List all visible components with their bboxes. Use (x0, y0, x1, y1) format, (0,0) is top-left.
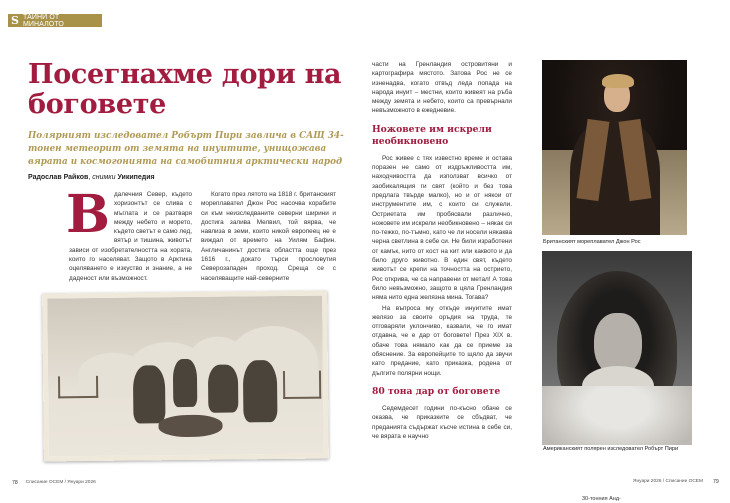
footer-right (633, 479, 719, 485)
peary-portrait (542, 251, 692, 445)
body-paragraph: Когато през лятото на 1818 г. британският мореплавател Джон Рос насочва корабите си към неизследваните северни ширини и достига залива Мелвил, той вярва, че навлиза в земи, които никой европеец не е виждал от времето на Уилям Бафин. Англичанинът достига областта още през 1616 г., докато търси прословутия Северозападен проход. Среща се с населяващите най-северните (201, 191, 336, 282)
section-tag (8, 14, 102, 27)
figure-shape (243, 360, 278, 422)
body-paragraph: На въпроса му откъде инуитите имат желязо за своите оръдия на труда, те отговаряли уклончиво, казвали, че го имат отдавна, че е дар от боговете! През XIX в. обаче това нямало как да се приеме за обяснение. За европейците то щяло да звучи като предание, като приказка, родена от дългите полярни нощи. (372, 304, 512, 377)
footer-left (12, 480, 96, 486)
section-label: ТАЙНИ ОТ МИНАЛОТО (22, 13, 64, 28)
page-number-left: 78 (12, 480, 18, 486)
body-paragraph: далечния Север, където хоризонтът се слива с мъглата и се разтваря между небето и морето, където светът е само лед, вятър и тишина, животът зависи от изобретателността на хората, които го населяват. Защото в Арктика оцеляването е изкуство и знание, а не даденост или възможност. (69, 191, 192, 282)
figure-shape (208, 364, 239, 412)
peary-caption: Американският полярен изследовател Робърт Пири (543, 446, 679, 452)
figure-shape (173, 359, 198, 407)
photos-label: снимки (92, 174, 116, 181)
section-logo-icon: S (11, 14, 19, 27)
inuit-photo (42, 291, 329, 462)
body-paragraph: Рос живее с тях известно време и остава поразен не само от издръжливостта им, находчивостта да използват всичко от заобикалящия ги свят (който и без това предлага твърде малко), но и от някои от инструментите им, с които си служели. Остриетата им пробясвали различно, ножовете им искрели необикновено – някак си по-тежко, по-тъмно, като че ли носели някаква черна светлина в себе си. Не били изработени от камък, нито от кост на кит или каквото и да било друго животно. В един свят, където животът се крепи на точността на острието, Рос открива, че са направени от метал! А това било невъзможно, защото в цяла Гренландия няма нито една желязна мина. Тогава? (372, 154, 512, 302)
byline: Радослав Райков, снимки Уикипедия (28, 174, 155, 181)
author-name: Радослав Райков (28, 174, 89, 181)
body-column-1 (66, 184, 192, 283)
ross-portrait (542, 60, 687, 235)
body-paragraph: Седемдесет години по-късно обаче се оказва, че приказките се сбъдват, че преданията съдържат късче истина в себе си, че вярата е научно (372, 404, 512, 440)
sled-shape (58, 376, 98, 398)
article-title: Посегнахме дори на боговете (28, 59, 342, 120)
subheading: 80 тона дар от боговете (372, 385, 501, 397)
carcass-shape (158, 415, 222, 438)
subheading: Ножовете им искрели необикновено (372, 123, 492, 147)
article-lead: Полярният изследовател Робърт Пири завлича в САЩ 34-тонен метеорит от земята на инуитите, унищожава вярата и космогонията на самобитния арктически народ (28, 131, 344, 167)
photos-source: Уикипедия (117, 174, 155, 181)
body-column-2 (201, 190, 336, 283)
body-paragraph: части на Гренландия островитяни и картографира мястото. Затова Рос не се изненадва, когато отвъд леда попада на народа инуит – местни, които живеят на ръба между земята и небето, които са превърнали невъзможното в ежедневие. (372, 61, 512, 115)
overflow-text: 30-тонния Анд- (582, 496, 621, 502)
running-head-right: Януари 2026 / Списание ОСЕМ (633, 479, 704, 484)
drop-cap: В (66, 184, 110, 245)
sled-shape (283, 371, 321, 399)
body-column-3 (372, 60, 512, 442)
page-number-right: 79 (713, 479, 719, 485)
running-head-left: Списание ОСЕМ / Януари 2026 (25, 480, 96, 485)
ross-caption: Британският мореплавател Джон Рос (543, 239, 641, 245)
figure-shape (133, 365, 166, 423)
